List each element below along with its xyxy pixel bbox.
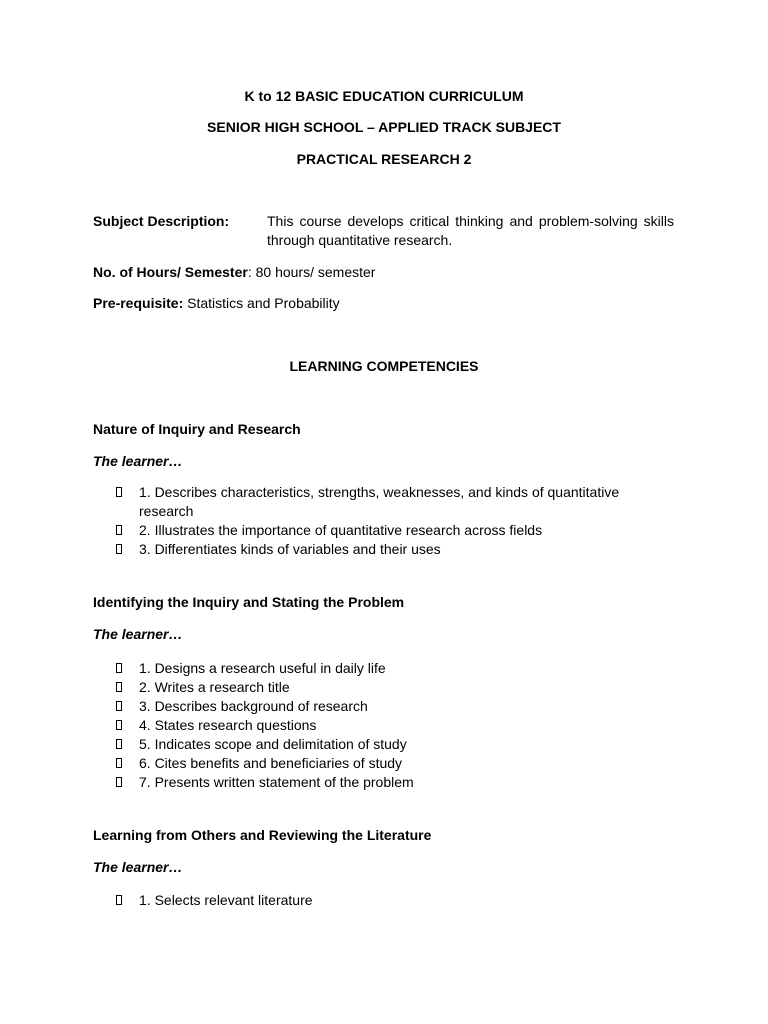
subject-title: PRACTICAL RESEARCH 2 [296, 151, 472, 167]
list-item: 6. Cites benefits and beneficiaries of study [116, 754, 414, 773]
learner-label: The learner… [93, 626, 183, 642]
list-item: 2. Illustrates the importance of quantitative research across fields [116, 521, 674, 540]
section-heading: Learning from Others and Reviewing the Literature [93, 827, 432, 843]
list-item: 3. Describes background of research [116, 697, 414, 716]
bullet-icon [116, 720, 122, 730]
section-heading: Nature of Inquiry and Research [93, 421, 301, 437]
section-heading: Identifying the Inquiry and Stating the Problem [93, 594, 405, 610]
competency-list [116, 659, 414, 792]
bullet-icon [116, 525, 122, 535]
bullet-icon [116, 663, 122, 673]
list-item: 5. Indicates scope and delimitation of study [116, 735, 414, 754]
competency-list [116, 891, 313, 910]
bullet-icon [116, 758, 122, 768]
list-item: 2. Writes a research title [116, 678, 414, 697]
bullet-icon [116, 682, 122, 692]
learner-label: The learner… [93, 453, 183, 469]
list-item: 1. Selects relevant literature [116, 891, 313, 910]
prerequisite-label: Pre-requisite: [93, 295, 184, 311]
list-item: 1. Designs a research useful in daily life [116, 659, 414, 678]
subject-description-label: Subject Description: [93, 213, 230, 229]
list-item: 7. Presents written statement of the problem [116, 773, 414, 792]
prerequisite-line [93, 294, 340, 313]
track-subtitle: SENIOR HIGH SCHOOL – APPLIED TRACK SUBJECT [207, 119, 561, 135]
bullet-icon [116, 544, 122, 554]
competency-list [116, 483, 674, 559]
prerequisite-value: Statistics and Probability [183, 295, 340, 311]
hours-value: : 80 hours/ semester [247, 264, 376, 280]
curriculum-title: K to 12 BASIC EDUCATION CURRICULUM [244, 88, 524, 104]
list-item: 1. Describes characteristics, strengths, weaknesses, and kinds of quantitative research [116, 483, 674, 521]
list-item: 4. States research questions [116, 716, 414, 735]
hours-label: No. of Hours/ Semester [93, 264, 248, 280]
bullet-icon [116, 895, 122, 905]
bullet-icon [116, 777, 122, 787]
hours-line [93, 263, 375, 282]
subject-description-text: This course develops critical thinking and problem-solving skills through quantitative research. [267, 213, 674, 248]
bullet-icon [116, 487, 122, 497]
learner-label: The learner… [93, 859, 183, 875]
list-item: 3. Differentiates kinds of variables and their uses [116, 540, 674, 559]
bullet-icon [116, 701, 122, 711]
learning-competencies-title: LEARNING COMPETENCIES [289, 358, 479, 374]
bullet-icon [116, 739, 122, 749]
